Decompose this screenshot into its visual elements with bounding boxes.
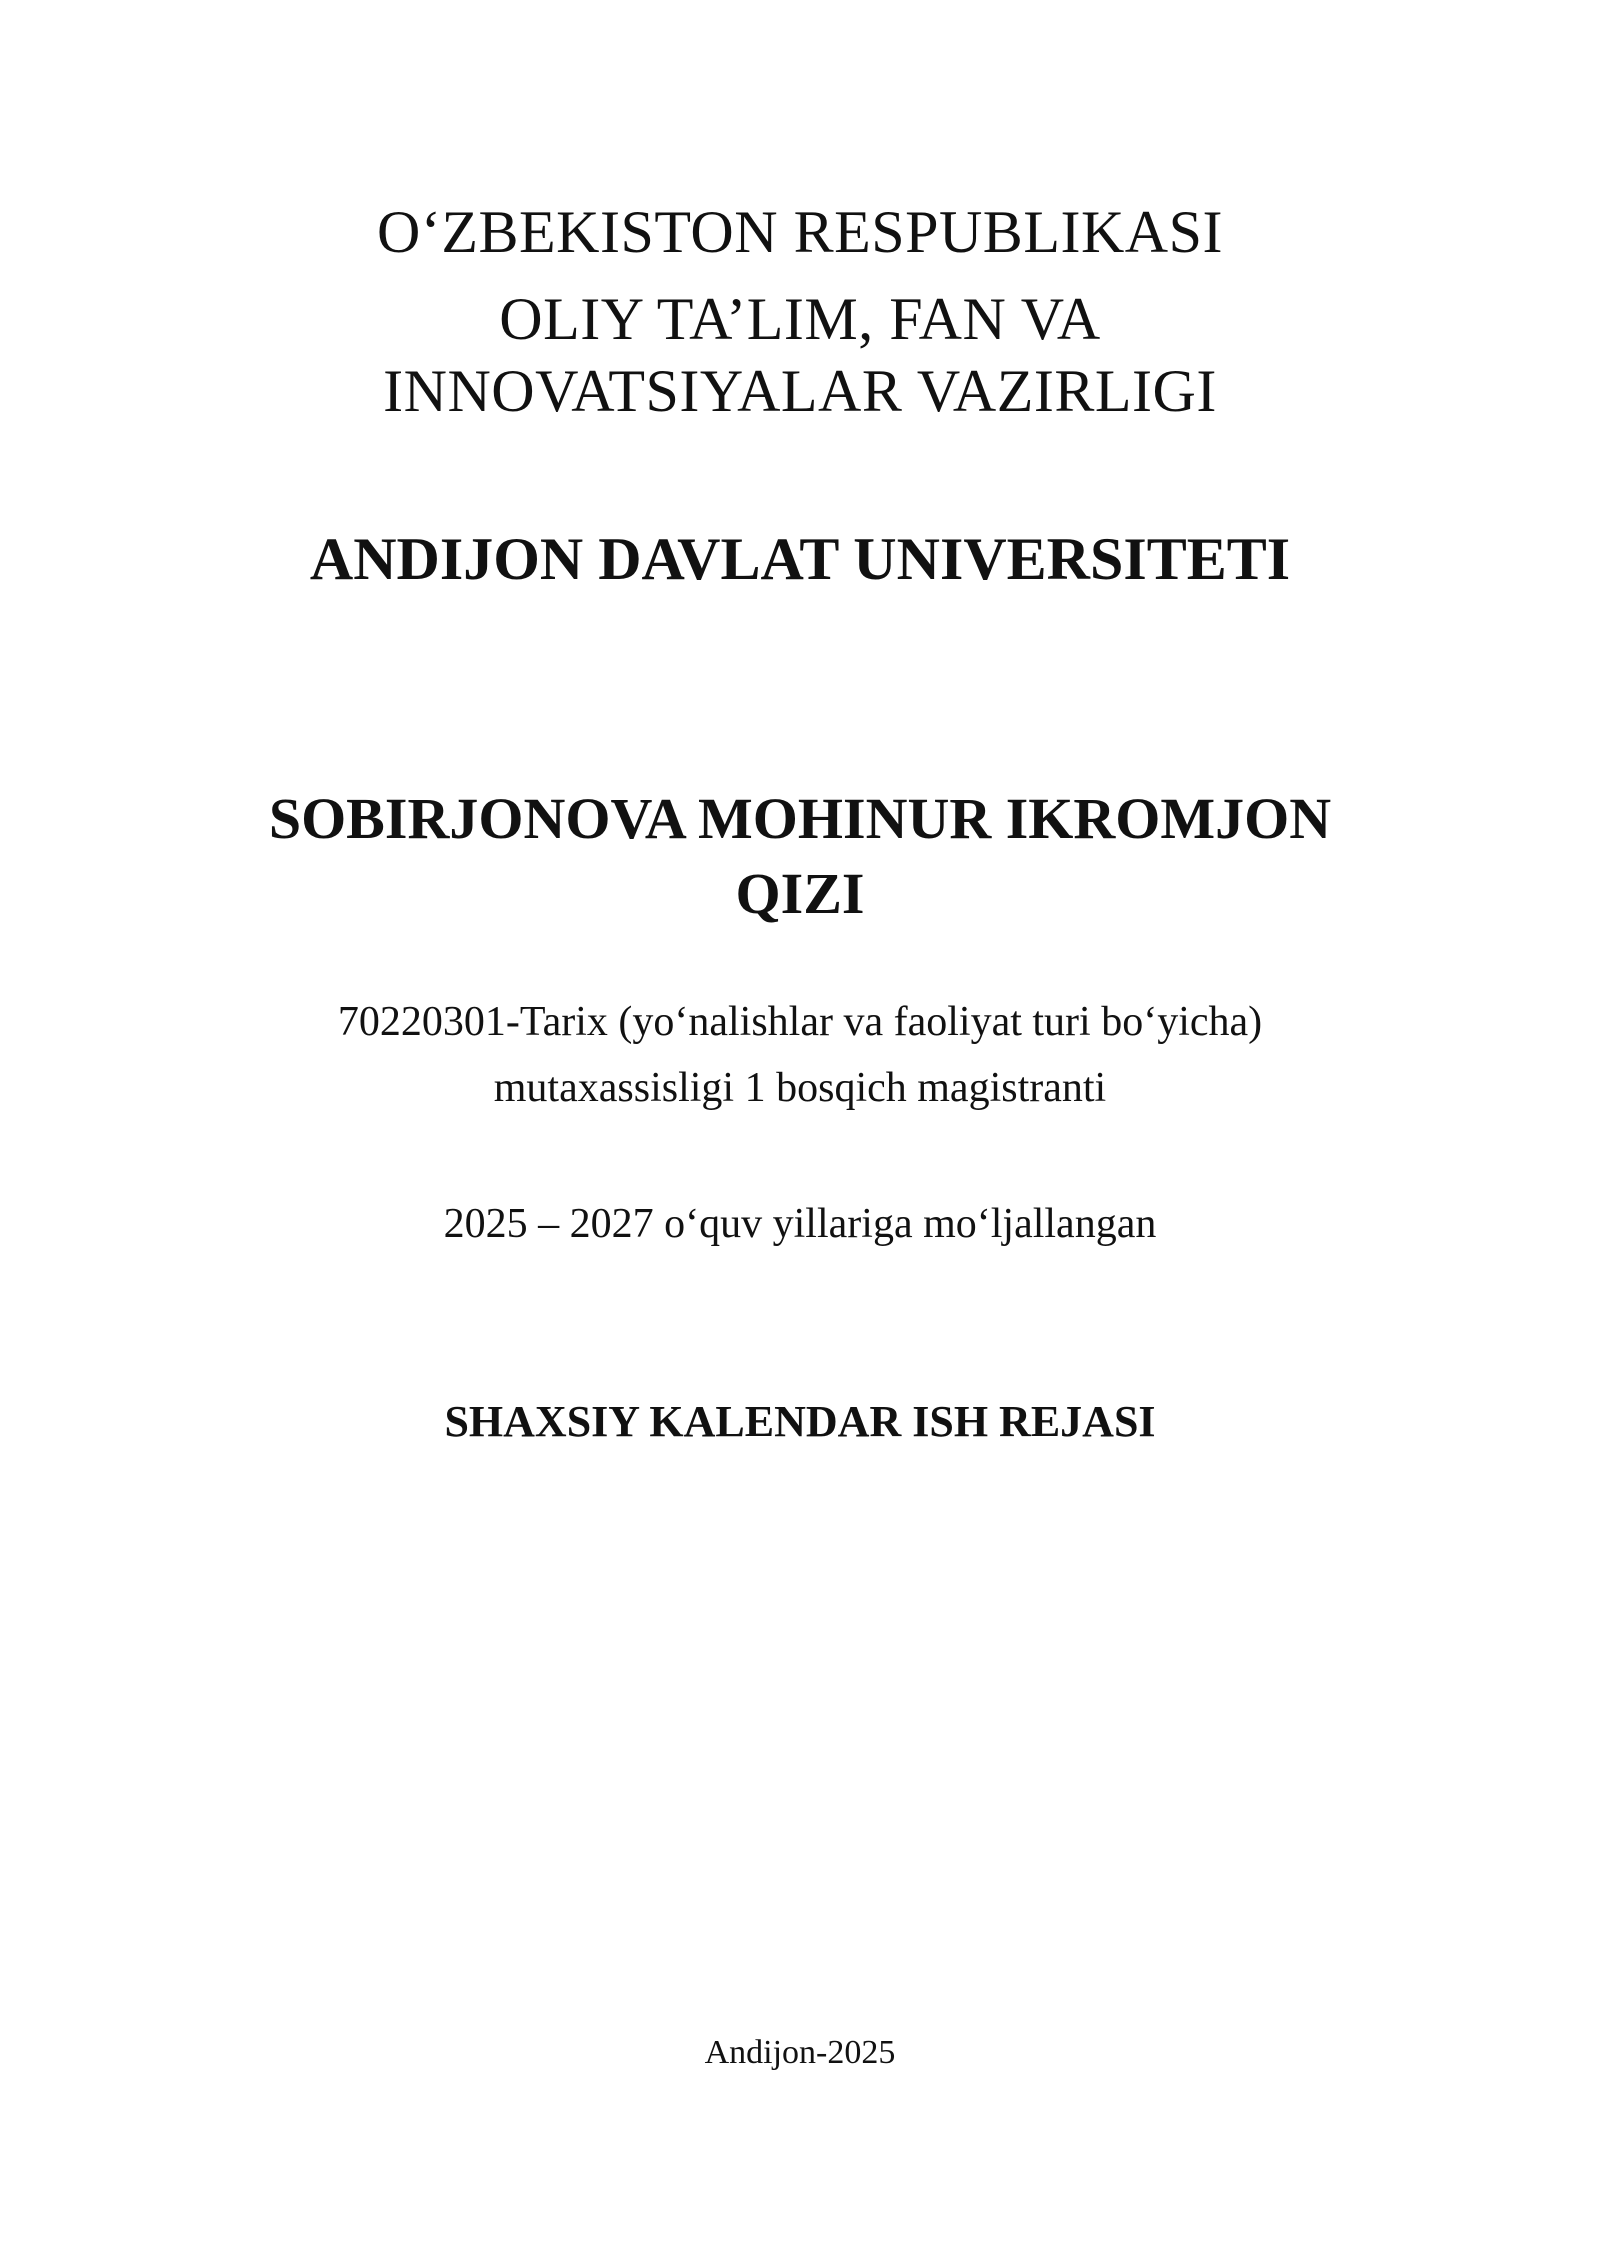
place-and-year: Andijon-2025	[704, 2034, 896, 2071]
specialty-line2: mutaxassisligi 1 bosqich magistranti	[493, 1065, 1107, 1111]
country-title: O‘ZBEKISTON RESPUBLIKASI	[377, 199, 1223, 265]
ministry-title-line1: OLIY TA’LIM, FAN VA	[499, 286, 1101, 352]
university-name: ANDIJON DAVLAT UNIVERSITETI	[309, 526, 1291, 592]
ministry-title-line2: INNOVATSIYALAR VAZIRLIGI	[383, 358, 1217, 424]
student-name-line2: QIZI	[735, 861, 865, 926]
specialty-line1: 70220301-Tarix (yo‘nalishlar va faoliyat turi bo‘yicha)	[337, 999, 1263, 1045]
study-period: 2025 – 2027 o‘quv yillariga mo‘ljallangan	[443, 1201, 1157, 1247]
student-name-line1: SOBIRJONOVA MOHINUR IKROMJON	[268, 786, 1332, 851]
document-title: SHAXSIY KALENDAR ISH REJASI	[444, 1397, 1156, 1446]
